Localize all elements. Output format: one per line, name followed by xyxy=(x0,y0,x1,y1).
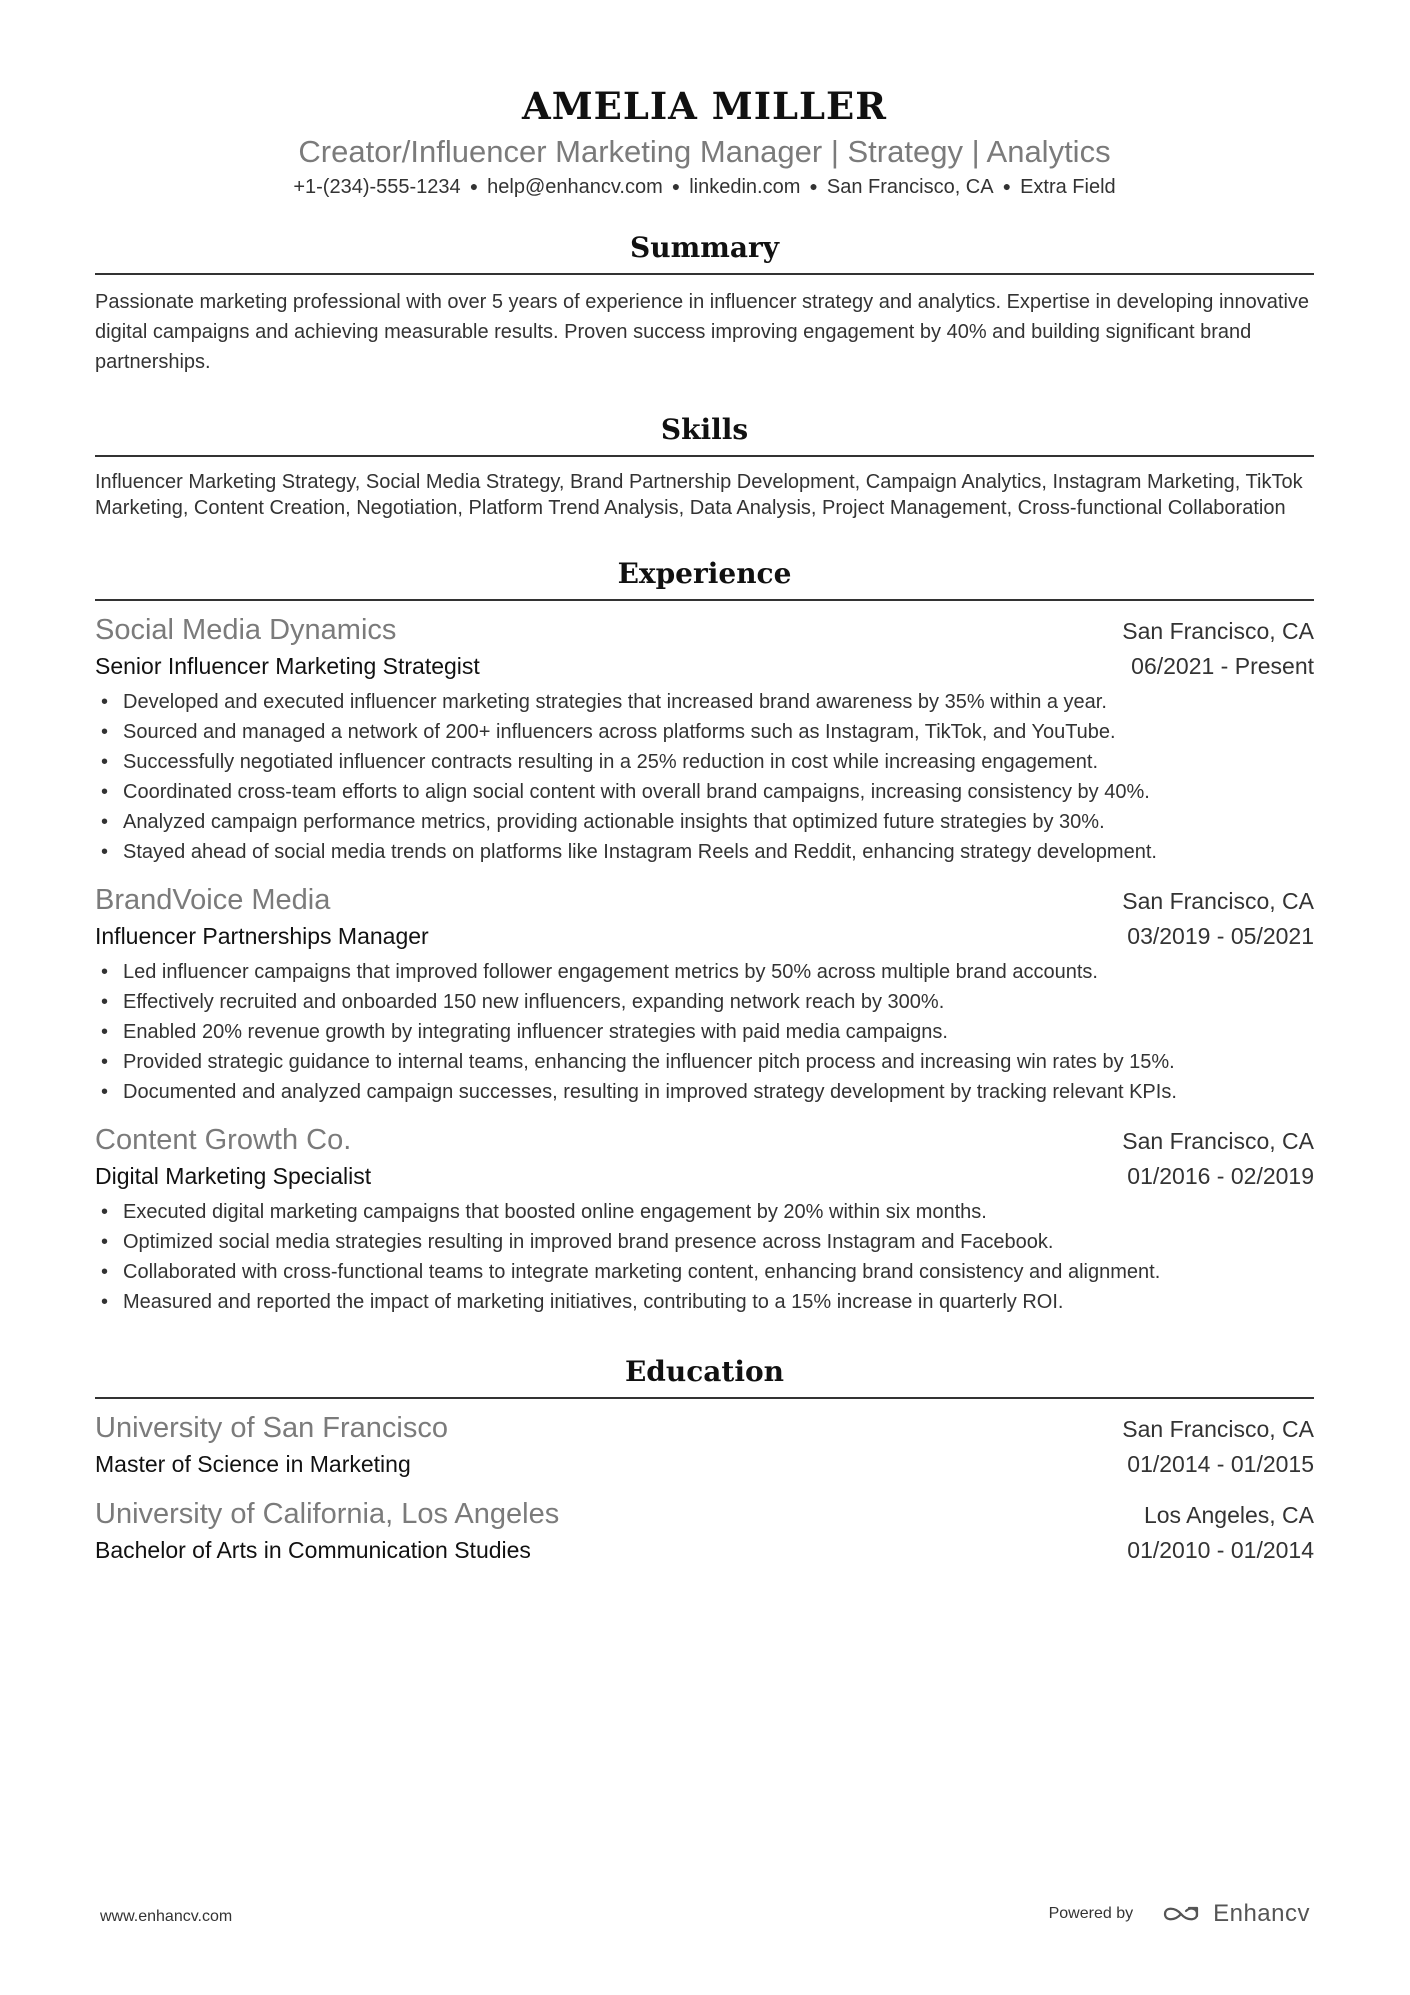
education-dates: 01/2014 - 01/2015 xyxy=(1127,1451,1314,1477)
separator-dot: ● xyxy=(469,178,479,194)
job-location: San Francisco, CA xyxy=(1122,618,1314,644)
entry-subheader-row xyxy=(95,1533,1314,1567)
entry-header-row xyxy=(95,1495,1314,1533)
bullet-dot-icon: • xyxy=(101,841,109,863)
contact-line xyxy=(95,172,1314,201)
bullet-dot-icon: • xyxy=(101,1051,109,1073)
education-entry xyxy=(95,1409,1314,1481)
education-dates: 01/2010 - 01/2014 xyxy=(1127,1537,1314,1563)
achievement-text: Successfully negotiated influencer contracts resulting in a 25% reduction in cost while increasing engagement. xyxy=(123,751,1098,773)
bullet-dot-icon: • xyxy=(101,991,109,1013)
achievement-text: Coordinated cross-team efforts to align social content with overall brand campaigns, increasing consistency by 40%. xyxy=(123,781,1150,803)
candidate-headline: Creator/Influencer Marketing Manager | Strategy | Analytics xyxy=(298,134,1111,169)
entry-header-row xyxy=(95,611,1314,649)
bullet-dot-icon: • xyxy=(101,781,109,803)
section-title-education: Education xyxy=(624,1355,785,1388)
achievement-item xyxy=(95,717,1314,747)
bullet-dot-icon: • xyxy=(101,1021,109,1043)
job-title: Influencer Partnerships Manager xyxy=(95,923,429,949)
achievement-item xyxy=(95,1287,1314,1317)
resume-content xyxy=(95,82,1314,1567)
contact-email: help@enhancv.com xyxy=(487,176,663,198)
job-location: San Francisco, CA xyxy=(1122,1128,1314,1154)
experience-entry xyxy=(95,611,1314,867)
contact-phone: +1-(234)-555-1234 xyxy=(293,176,461,198)
job-location: San Francisco, CA xyxy=(1122,888,1314,914)
bullet-dot-icon: • xyxy=(101,1291,109,1313)
achievement-text: Executed digital marketing campaigns that boosted online engagement by 20% within six months. xyxy=(123,1201,987,1223)
achievement-item xyxy=(95,987,1314,1017)
achievement-text: Measured and reported the impact of marketing initiatives, contributing to a 15% increase in quarterly ROI. xyxy=(123,1291,1064,1313)
experience-entry xyxy=(95,881,1314,1107)
job-dates: 03/2019 - 05/2021 xyxy=(1127,923,1314,949)
achievement-text: Developed and executed influencer marketing strategies that increased brand awareness by 35% within a year. xyxy=(123,691,1107,713)
contact-location: San Francisco, CA xyxy=(826,176,994,198)
achievement-item xyxy=(95,837,1314,867)
job-dates: 01/2016 - 02/2019 xyxy=(1127,1163,1314,1189)
section-divider xyxy=(95,273,1314,275)
summary-text: Passionate marketing professional with over 5 years of experience in influencer strategy and analytics. Expertise in developing innovative digital campaigns and achieving measurable results. Proven success improving engagement by 40% and building significant brand partnerships. xyxy=(95,291,1310,373)
degree-name: Master of Science in Marketing xyxy=(95,1451,411,1477)
achievement-text: Stayed ahead of social media trends on platforms like Instagram Reels and Reddit, enhancing strategy development. xyxy=(123,841,1157,863)
education-entry xyxy=(95,1495,1314,1567)
achievement-text: Led influencer campaigns that improved follower engagement metrics by 50% across multiple brand accounts. xyxy=(123,961,1098,983)
bullet-dot-icon: • xyxy=(101,751,109,773)
achievement-item xyxy=(95,687,1314,717)
separator-dot: ● xyxy=(671,178,681,194)
bullet-dot-icon: • xyxy=(101,1081,109,1103)
entry-header-row xyxy=(95,1121,1314,1159)
section-divider xyxy=(95,599,1314,601)
achievement-text: Sourced and managed a network of 200+ influencers across platforms such as Instagram, TikTok, and YouTube. xyxy=(123,721,1116,743)
experience-entry xyxy=(95,1121,1314,1317)
summary-section xyxy=(95,229,1314,377)
achievement-item xyxy=(95,1017,1314,1047)
footer-branding xyxy=(1049,1900,1310,1928)
page-footer xyxy=(100,1900,1310,1940)
bullet-dot-icon: • xyxy=(101,1261,109,1283)
degree-name: Bachelor of Arts in Communication Studies xyxy=(95,1537,531,1563)
achievement-item xyxy=(95,747,1314,777)
bullet-dot-icon: • xyxy=(101,1201,109,1223)
achievement-text: Analyzed campaign performance metrics, providing actionable insights that optimized future strategies by 30%. xyxy=(123,811,1105,833)
company-name: BrandVoice Media xyxy=(95,884,331,916)
achievement-item xyxy=(95,1197,1314,1227)
bullet-dot-icon: • xyxy=(101,691,109,713)
achievement-item xyxy=(95,777,1314,807)
achievement-text: Collaborated with cross-functional teams to integrate marketing content, enhancing brand consistency and alignment. xyxy=(123,1261,1161,1283)
education-section xyxy=(95,1353,1314,1567)
brand-name[interactable]: Enhancv xyxy=(1213,1900,1310,1927)
bullet-dot-icon: • xyxy=(101,1231,109,1253)
contact-linkedin: linkedin.com xyxy=(689,176,801,198)
candidate-name: AMELIA MILLER xyxy=(521,84,888,128)
skills-section xyxy=(95,411,1314,521)
skills-text: Influencer Marketing Strategy, Social Media Strategy, Brand Partnership Development, Campaign Analytics, Instagram Marketing, TikTok Marketing, Content Creation, Negotiation, Platform Trend Analysis, Data Analysis, Project Management, Cross-functional Collaboration xyxy=(95,471,1303,519)
school-name: University of San Francisco xyxy=(95,1412,448,1444)
entry-header-row xyxy=(95,881,1314,919)
separator-dot: ● xyxy=(809,178,818,194)
achievement-item xyxy=(95,807,1314,837)
achievement-item xyxy=(95,1227,1314,1257)
bullet-dot-icon: • xyxy=(101,811,109,833)
job-title: Digital Marketing Specialist xyxy=(95,1163,372,1189)
achievement-text: Provided strategic guidance to internal teams, enhancing the influencer pitch process and increasing win rates by 15%. xyxy=(123,1051,1175,1073)
contact-extra-field: Extra Field xyxy=(1020,176,1116,198)
section-divider xyxy=(95,455,1314,457)
experience-section xyxy=(95,555,1314,1317)
achievement-text: Enabled 20% revenue growth by integrating influencer strategies with paid media campaigns. xyxy=(123,1021,948,1043)
achievement-item xyxy=(95,957,1314,987)
resume-header xyxy=(95,82,1314,201)
achievement-text: Effectively recruited and onboarded 150 new influencers, expanding network reach by 300%. xyxy=(123,991,945,1013)
achievement-text: Documented and analyzed campaign successes, resulting in improved strategy development by tracking relevant KPIs. xyxy=(123,1081,1177,1103)
achievement-item xyxy=(95,1257,1314,1287)
school-location: San Francisco, CA xyxy=(1122,1416,1314,1442)
bullet-dot-icon: • xyxy=(101,961,109,983)
entry-subheader-row xyxy=(95,919,1314,953)
achievement-item xyxy=(95,1047,1314,1077)
section-title-skills: Skills xyxy=(660,413,749,446)
company-name: Social Media Dynamics xyxy=(95,614,397,646)
separator-dot: ● xyxy=(1002,178,1012,194)
bullet-dot-icon: • xyxy=(101,721,109,743)
footer-website-link[interactable]: www.enhancv.com xyxy=(100,1908,233,1925)
achievement-list xyxy=(95,687,1314,867)
enhancv-logo-icon xyxy=(1159,1902,1205,1926)
section-divider xyxy=(95,1397,1314,1399)
entry-header-row xyxy=(95,1409,1314,1447)
entry-subheader-row xyxy=(95,649,1314,683)
school-name: University of California, Los Angeles xyxy=(95,1498,560,1530)
job-dates: 06/2021 - Present xyxy=(1131,653,1314,679)
achievement-list xyxy=(95,1197,1314,1317)
company-name: Content Growth Co. xyxy=(95,1124,352,1156)
achievement-list xyxy=(95,957,1314,1107)
entry-subheader-row xyxy=(95,1447,1314,1481)
school-location: Los Angeles, CA xyxy=(1143,1502,1314,1528)
section-title-summary: Summary xyxy=(630,231,779,264)
achievement-item xyxy=(95,1077,1314,1107)
section-title-experience: Experience xyxy=(617,557,792,590)
achievement-text: Optimized social media strategies resulting in improved brand presence across Instagram and Facebook. xyxy=(123,1231,1054,1253)
entry-subheader-row xyxy=(95,1159,1314,1193)
job-title: Senior Influencer Marketing Strategist xyxy=(95,653,480,679)
powered-by-label: Powered by xyxy=(1048,1905,1134,1922)
